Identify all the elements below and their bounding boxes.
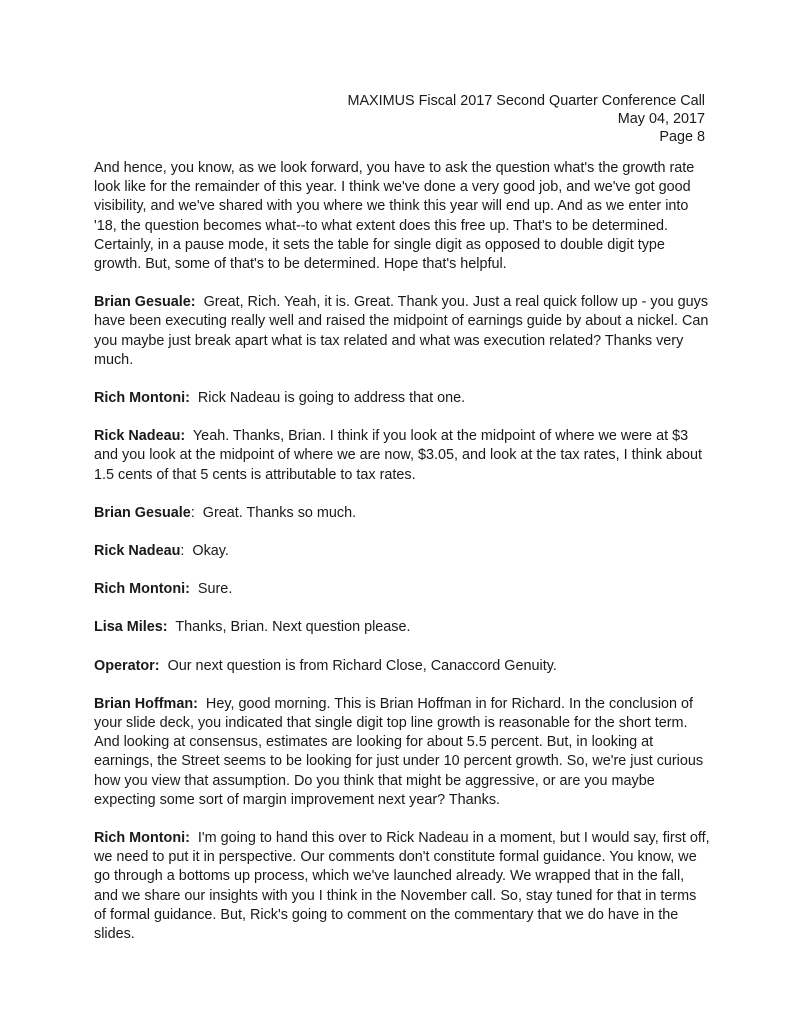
speaker-colon: :	[180, 543, 185, 560]
document-title: MAXIMUS Fiscal 2017 Second Quarter Conference Call	[347, 93, 705, 109]
speaker-name: Brian Gesuale:	[94, 294, 196, 311]
speaker-name: Rich Montoni:	[94, 581, 190, 598]
speaker-name: Brian Hoffman:	[94, 695, 198, 712]
paragraph-text: Hey, good morning. This is Brian Hoffman in for Richard. In the conclusion of your slide deck, you indicated that single digit top line growth is reasonable for the short term. And looking at consensus, estimates are looking for about 5.5 percent. But, in looking at earnings, the Street seems to be looking for just under 10 percent growth. So, we're just curious how you view that assumption. Do you think that might be aggressive, or are you maybe expecting some sort of margin improvement next year? Thanks.	[94, 695, 708, 808]
transcript-paragraph	[94, 695, 710, 810]
transcript-paragraph	[94, 293, 713, 370]
paragraph-text: Thanks, Brian. Next question please.	[167, 619, 411, 636]
paragraph-text: Rick Nadeau is going to address that one.	[189, 390, 466, 407]
speaker-name: Operator:	[94, 657, 160, 674]
paragraph-text: Sure.	[189, 581, 233, 598]
speaker-name: Rich Montoni:	[94, 390, 190, 407]
paragraph-text: Yeah. Thanks, Brian. I think if you look at the midpoint of where we were at $3 and you look at the midpoint of where we are now, $3.05, and look at the tax rates, I think about 1.5 cents of that 5 cents is attributable to tax rates.	[94, 428, 706, 483]
transcript-paragraph	[94, 504, 710, 523]
page-header	[347, 92, 705, 146]
paragraph-text: And hence, you know, as we look forward, you have to ask the question what's the growth rate look like for the remainder of this year. I think we've done a very good job, and we've got good visibility, and we've shared with you where we think this year will end up. And as we enter into '18, the question becomes what--to what extent does this free up. That's to be determined. Certainly, in a pause mode, it sets the table for single digit as opposed to double digit type growth. But, some of that's to be determined. Hope that's helpful.	[94, 160, 695, 273]
transcript-paragraph	[94, 829, 714, 944]
transcript-paragraph	[94, 657, 710, 676]
speaker-name: Rich Montoni:	[94, 830, 190, 847]
document-date: May 04, 2017	[617, 111, 705, 127]
transcript-paragraph	[94, 389, 710, 408]
transcript-paragraph	[94, 618, 710, 637]
page-number: Page 8	[659, 129, 705, 145]
transcript-body	[94, 159, 714, 963]
paragraph-text: Great. Thanks so much.	[194, 504, 357, 521]
speaker-name: Rick Nadeau	[94, 543, 181, 560]
transcript-paragraph	[94, 542, 710, 561]
speaker-colon: :	[190, 504, 195, 521]
speaker-name: Rick Nadeau:	[94, 428, 186, 445]
speaker-name: Brian Gesuale	[94, 504, 191, 521]
paragraph-text: Great, Rich. Yeah, it is. Great. Thank you. Just a real quick follow up - you guys have been executing really well and raised the midpoint of earnings guide by about a nickel. Can you maybe just break apart what is tax related and what was execution related? Thanks very much.	[94, 294, 713, 368]
speaker-name: Lisa Miles:	[94, 619, 168, 636]
transcript-paragraph	[94, 159, 710, 274]
paragraph-text: Okay.	[184, 543, 229, 560]
transcript-paragraph	[94, 580, 710, 599]
paragraph-text: I'm going to hand this over to Rick Nadeau in a moment, but I would say, first off, we need to put it in perspective. Our comments don't constitute formal guidance. You know, we go through a bottoms up process, which we've launched already. We wrapped that in the fall, and we share our insights with you I think in the November call. So, stay tuned for that in terms of formal guidance. But, Rick's going to comment on the commentary that we do have in the slides.	[94, 830, 714, 943]
paragraph-text: Our next question is from Richard Close, Canaccord Genuity.	[159, 657, 557, 674]
transcript-paragraph	[94, 427, 710, 485]
